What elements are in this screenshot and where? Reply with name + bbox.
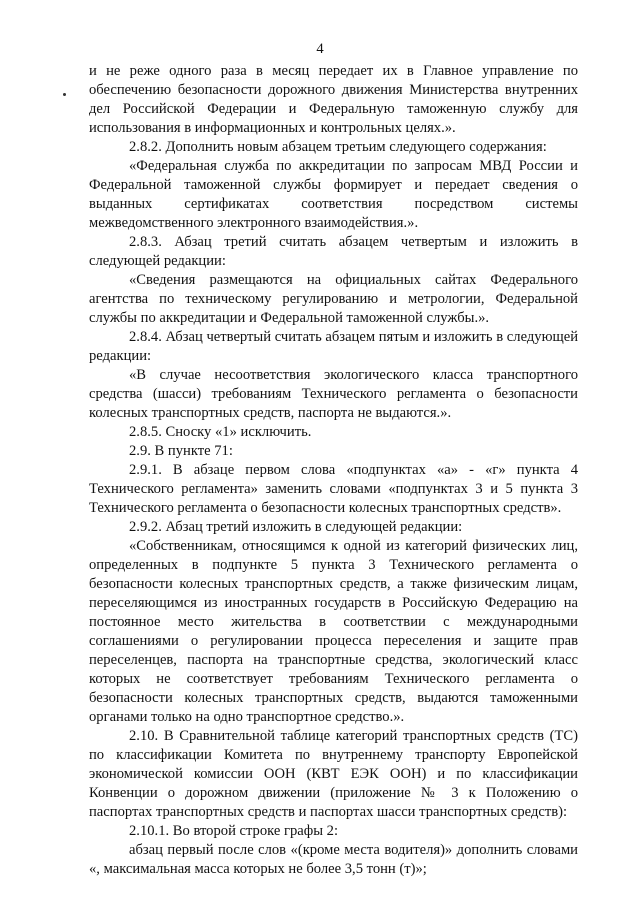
document-body: [89, 62, 578, 879]
paragraph-2-8-3: 2.8.3. Абзац третий считать абзацем четвертым и изложить в следующей редакции:: [89, 234, 578, 269]
paragraph-2-9-1: 2.9.1. В абзаце первом слова «подпунктах «а» - «г» пункта 4 Технического регламента» заменить словами «подпунктах 3 и 5 пункта 3 Технического регламента о безопасности колесных транспортных средств».: [89, 462, 578, 516]
paragraph-continuation: и не реже одного раза в месяц передает их в Главное управление по обеспечению безопасности дорожного движения Министерства внутренних дел Российской Федерации и Федеральную таможенную службу для использования в информационных и контрольных целях.».: [89, 63, 578, 136]
paragraph-2-8-5: 2.8.5. Сноску «1» исключить.: [129, 424, 312, 440]
paragraph-quote-eco-class: «В случае несоответствия экологического класса транспортного средства (шасси) требованиям Технического регламента о безопасности колесных транспортных средств, паспорта не выдаются.».: [89, 367, 578, 421]
paragraph-2-8-4: 2.8.4. Абзац четвертый считать абзацем пятым и изложить в следующей редакции:: [89, 329, 578, 364]
paragraph-quote-sites: «Сведения размещаются на официальных сайтах Федерального агентства по техническому регулированию и метрологии, Федеральной службы по аккредитации и Федеральной таможенной службы.».: [89, 272, 578, 326]
paragraph-abzac-first: абзац первый после слов «(кроме места водителя)» дополнить словами «, максимальная масса которых не более 3,5 тонн (т)»;: [89, 842, 578, 877]
paragraph-quote-accreditation: «Федеральная служба по аккредитации по запросам МВД России и Федеральной таможенной службы формирует и передает сведения о выданных сертификатах соответствия посредством системы межведомственного электронного взаимодействия.».: [89, 158, 578, 231]
paragraph-2-9-2: 2.9.2. Абзац третий изложить в следующей редакции:: [129, 519, 463, 535]
paragraph-2-10-1: 2.10.1. Во второй строке графы 2:: [129, 823, 339, 839]
paragraph-quote-owners: «Собственникам, относящимся к одной из категорий физических лиц, определенных в подпункте 5 пункта 3 Технического регламента о безопасности колесных транспортных средств, а также физическим лицам, переселяющимся из иностранных государств в Российскую Федерацию на постоянное место жительства в соответствии с международными соглашениями о регулировании процесса переселения и защите прав переселенцев, паспорта на транспортные средства, экологический класс которых не соответствует требованиям Технического регламента о безопасности колесных транспортных средств, выдаются таможенными органами только на одно транспортное средство.».: [89, 538, 578, 725]
paragraph-2-8-2: 2.8.2. Дополнить новым абзацем третьим следующего содержания:: [129, 139, 547, 155]
margin-dot-mark: [63, 93, 66, 96]
paragraph-2-10: 2.10. В Сравнительной таблице категорий транспортных средств (ТС) по классификации Комитета по внутреннему транспорту Европейской экономической комиссии ООН (КВТ ЕЭК ООН) и по классификации Конвенции о дорожном движении (приложение № 3 к Положению о паспортах транспортных средств и паспортах шасси транспортных средств):: [89, 728, 578, 820]
paragraph-2-9: 2.9. В пункте 71:: [129, 443, 233, 459]
page-number: 4: [316, 41, 324, 57]
